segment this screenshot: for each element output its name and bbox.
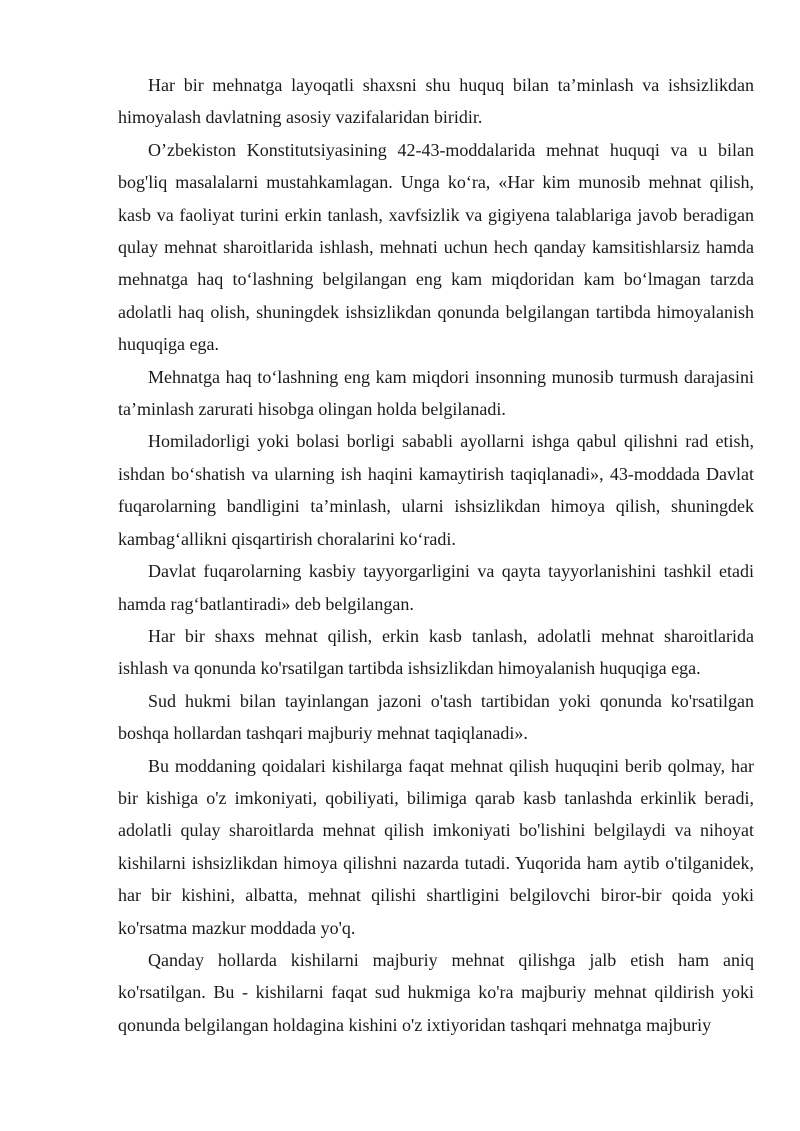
paragraph-6: Har bir shaxs mehnat qilish, erkin kasb tanlash, adolatli mehnat sharoitlarida ishlash va qonunda ko'rsatilgan tartibda ishsizlikdan himoyalanish huquqiga ega. — [118, 625, 754, 679]
paragraph-2: O’zbekiston Konstitutsiyasining 42-43-moddalarida mehnat huquqi va u bilan bog'liq masalalarni mustahkamlagan. Unga ko‘ra, «Har kim munosib mehnat qilish, kasb va faoliyat turini erkin tanlash, xavfsizlik va gigiyena talablariga javob beradigan qulay mehnat sharoitlarida ishlash, mehnati uchun hech qanday kamsitishlarsiz hamda mehnatga haq to‘lashning belgilangan eng kam miqdoridan kam bo‘lmagan tarzda adolatli haq olish, shuningdek ishsizlikdan qonunda belgilangan tartibda himoyalanish huquqiga ega. — [118, 139, 754, 355]
paragraph-4: Homiladorligi yoki bolasi borligi sababli ayollarni ishga qabul qilishni rad etish, ishdan bo‘shatish va ularning ish haqini kamaytirish taqiqlanadi», 43-moddada Davlat fuqarolarning bandligini ta’minlash, ularni ishsizlikdan himoya qilish, shuningdek kambag‘allikni qisqartirish choralarini ko‘radi. — [118, 431, 754, 549]
paragraph-5: Davlat fuqarolarning kasbiy tayyorgarligini va qayta tayyorlanishini tashkil etadi hamda rag‘batlantiradi» deb belgilangan. — [118, 561, 754, 614]
paragraph-1: Har bir mehnatga layoqatli shaxsni shu huquq bilan ta’minlash va ishsizlikdan himoyalash davlatning asosiy vazifalaridan biridir. — [118, 75, 754, 128]
paragraph-3: Mehnatga haq to‘lashning eng kam miqdori insonning munosib turmush darajasini ta’minlash zarurati hisobga olingan holda belgilanadi. — [118, 366, 754, 420]
document-body — [118, 69, 754, 1041]
paragraph-8: Bu moddaning qoidalari kishilarga faqat mehnat qilish huquqini berib qolmay, har bir kishiga o'z imkoniyati, qobiliyati, bilimiga qarab kasb tanlashda erkinlik beradi, adolatli qulay sharoitlarda mehnat qilish imkoniyati bo'lishini belgilaydi va nihoyat kishilarni ishsizlikdan himoya qilishni nazarda tutadi. Yuqorida ham aytib o'tilganidek, har bir kishini, albatta, mehnat qilishi shartligini belgilovchi biror-bir qoida yoki ko'rsatma mazkur moddada yo'q. — [118, 755, 754, 938]
paragraph-7: Sud hukmi bilan tayinlangan jazoni o'tash tartibidan yoki qonunda ko'rsatilgan boshqa hollardan tashqari majburiy mehnat taqiqlanadi». — [118, 690, 754, 744]
paragraph-9: Qanday hollarda kishilarni majburiy mehnat qilishga jalb etish ham aniq ko'rsatilgan. Bu - kishilarni faqat sud hukmiga ko'ra majburiy mehnat qildirish yoki qonunda belgilangan holdagina kishini o'z ixtiyoridan tashqari mehnatga majburiy — [118, 949, 754, 1035]
